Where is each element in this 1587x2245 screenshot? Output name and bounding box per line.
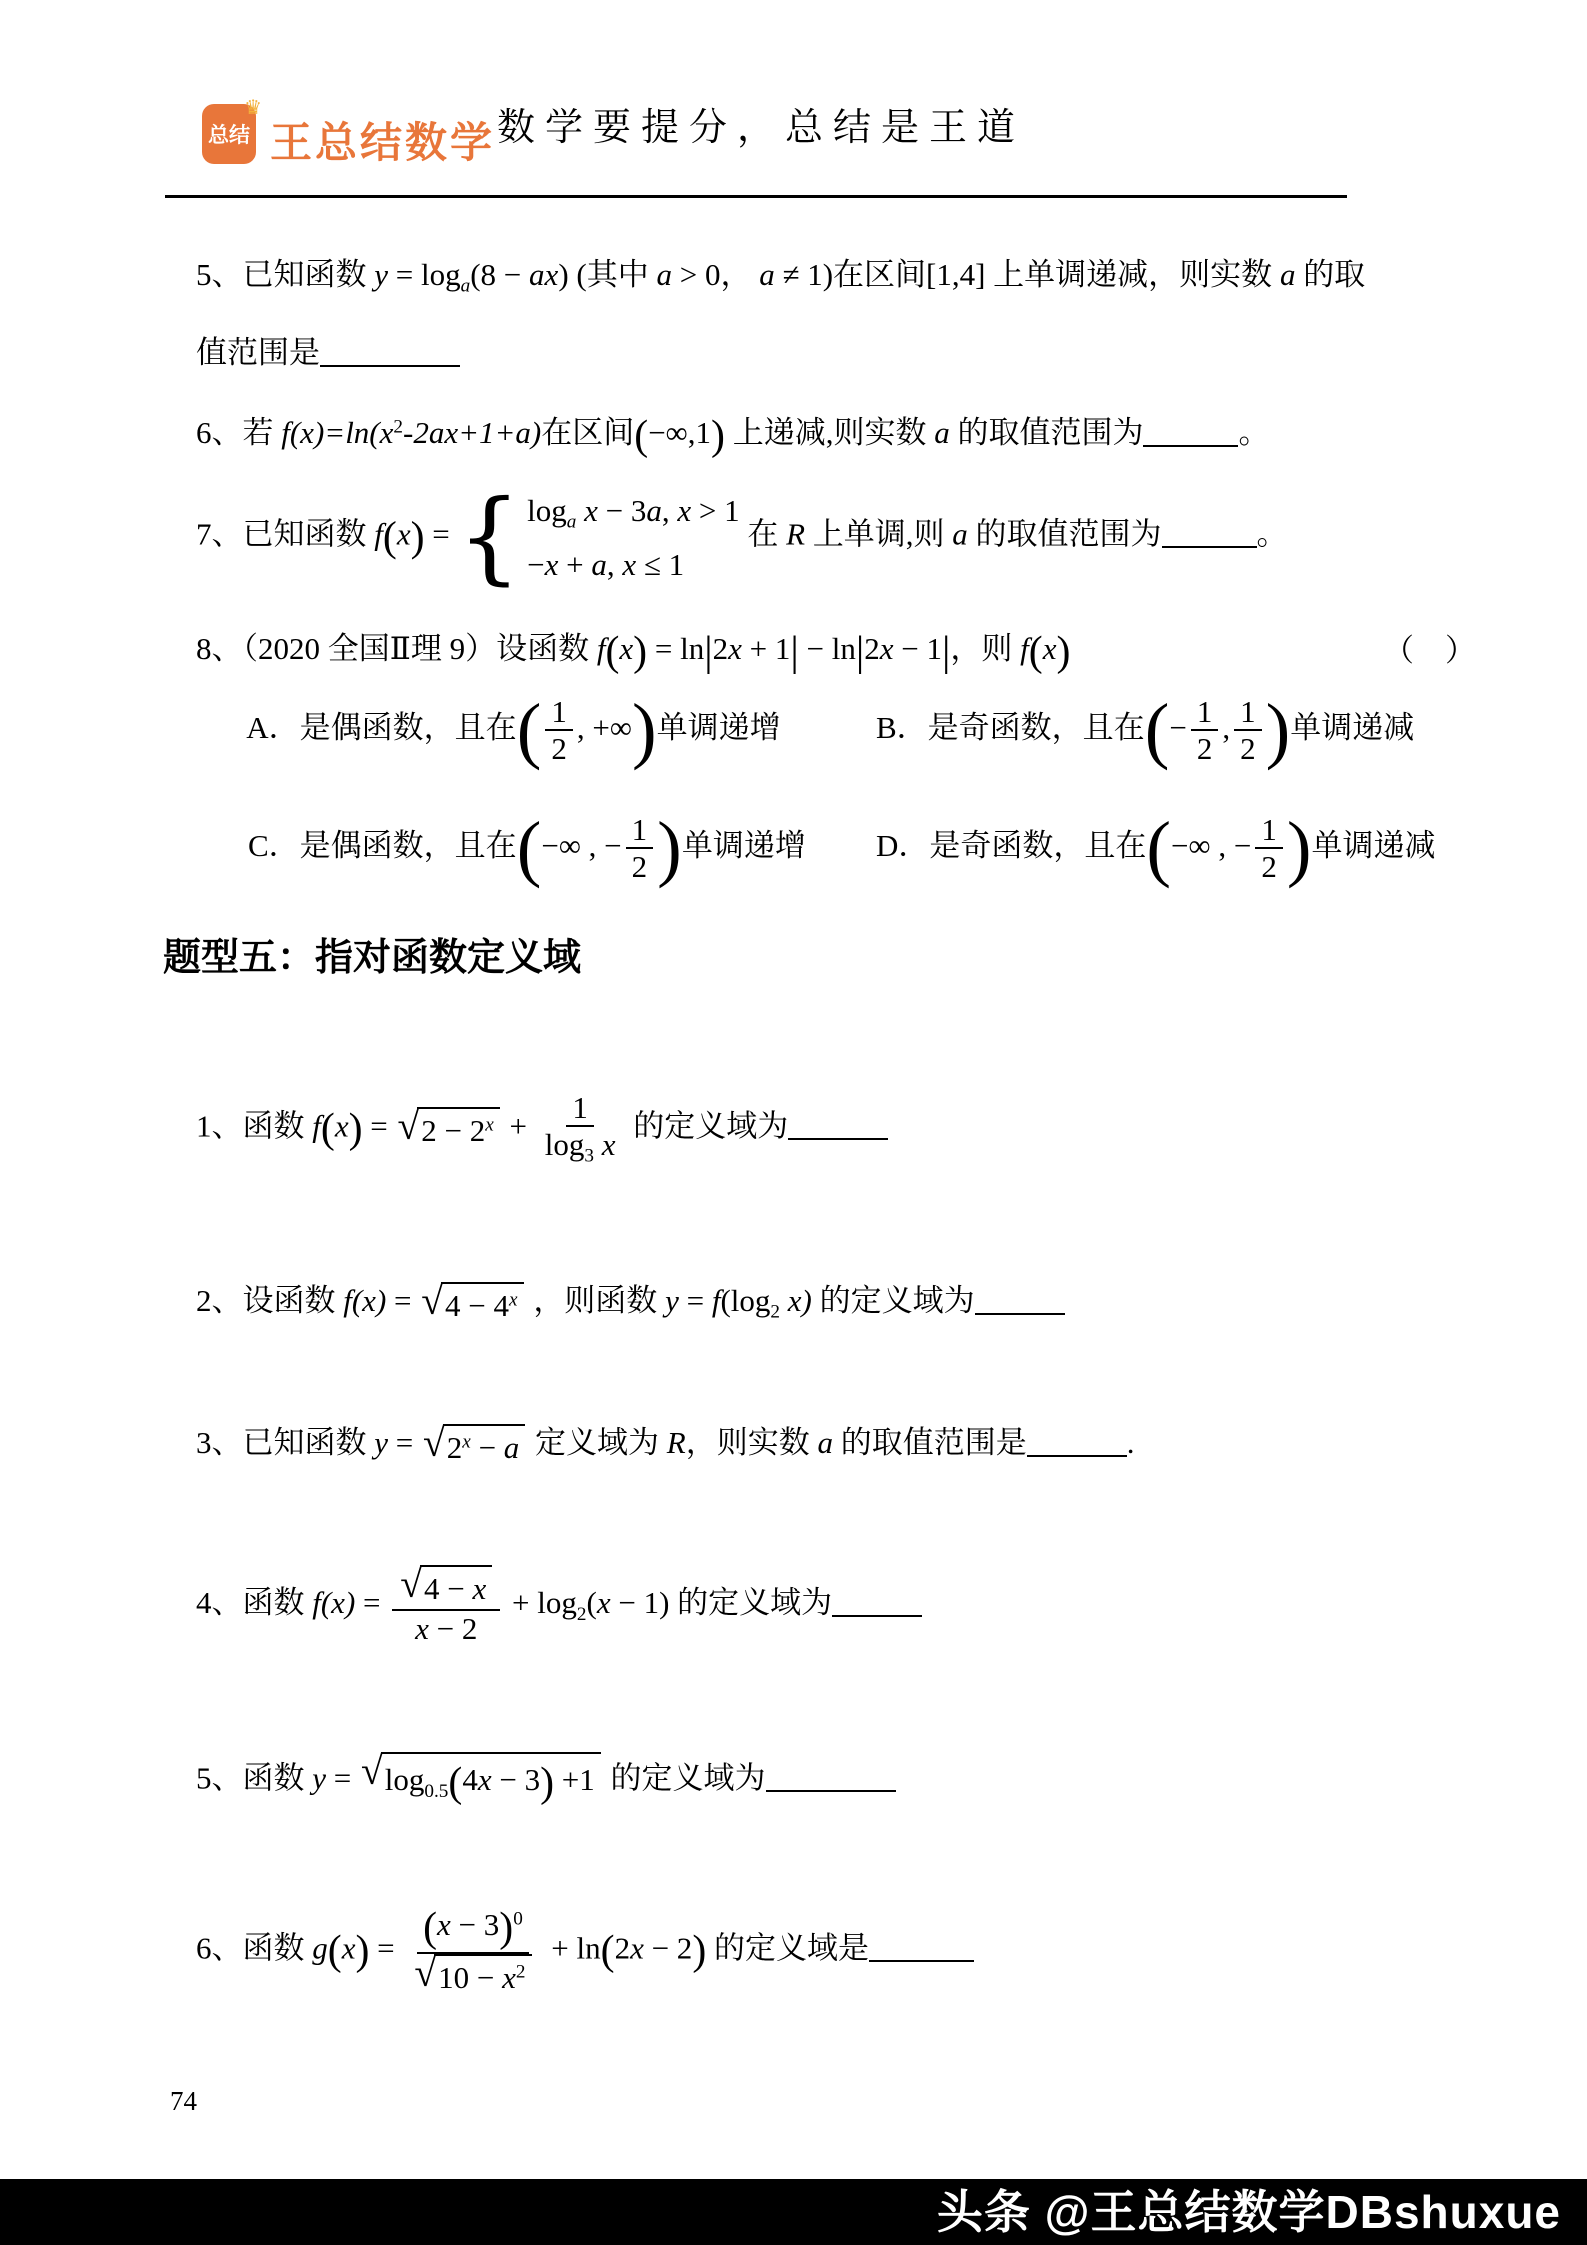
q7-r1a: log — [527, 492, 567, 528]
s1-b: f — [312, 1108, 321, 1144]
s6-dra: 10 − — [438, 1959, 503, 1995]
s2-f: = — [678, 1282, 712, 1318]
s6-exp-0: 0 — [513, 1908, 523, 1930]
s1-lparen: ( — [320, 1106, 335, 1153]
s3-sqrt-radical — [423, 1420, 525, 1468]
q8-bar-3: | — [855, 628, 865, 675]
s1-log-base: 3 — [584, 1146, 595, 1168]
q7-r1e: a — [646, 492, 662, 528]
q7-r2g: ≤ 1 — [636, 546, 685, 582]
q7-a: 7、已知函数 — [196, 516, 375, 552]
s2-e: y — [665, 1282, 679, 1318]
s6-numerator — [417, 1904, 529, 1954]
q7-r2e: , — [606, 546, 623, 582]
s2-k: 的定义域为 — [811, 1282, 975, 1318]
s6-answer-blank — [869, 1929, 974, 1962]
q7-h: R — [786, 516, 806, 552]
s2-a: 2、设函数 — [196, 1282, 344, 1318]
q7-case-2 — [527, 546, 739, 583]
s2-j: x) — [779, 1282, 812, 1318]
q8-d: x — [619, 631, 634, 666]
q8-l: − ln — [798, 631, 856, 666]
s5-c: = — [326, 1760, 359, 1796]
s1-da: log — [544, 1127, 585, 1163]
optD-fraction — [1255, 812, 1283, 885]
option-c — [217, 770, 806, 927]
q8-lparen: ( — [605, 628, 620, 675]
s5-a: 5、函数 — [196, 1760, 313, 1796]
s1-d: x — [334, 1108, 349, 1144]
s6-nb: x — [437, 1907, 451, 1942]
s6-ln-lparen: ( — [600, 1928, 615, 1974]
watermark-text: 头条 @王总结数学DBshuxue — [936, 2186, 1561, 2238]
s3-g: a — [817, 1424, 833, 1460]
s6-sqrt-radical — [414, 1950, 531, 1998]
q7-r1g: x — [677, 492, 692, 528]
s3-i: . — [1126, 1424, 1135, 1460]
s4-sqrt-radical — [400, 1561, 492, 1609]
s6-j: x — [630, 1930, 644, 1966]
q7-rparen: ) — [410, 514, 425, 561]
q5-i: > 0， — [671, 256, 760, 292]
optB-lparen: ( — [1144, 689, 1170, 772]
q8-r: ，则 — [950, 631, 1021, 666]
optA-a: A．是偶函数，且在 — [246, 709, 517, 745]
q7-d: x — [396, 516, 411, 552]
q7-r2c: + — [558, 546, 592, 582]
q7-g: 在 — [739, 516, 787, 552]
q8-i: x — [728, 631, 742, 666]
q6-answer-blank — [1143, 414, 1238, 447]
s5-d: 的定义域为 — [602, 1760, 766, 1796]
s4-h: − 1) 的定义域为 — [610, 1584, 833, 1620]
s4-deb: − 2 — [428, 1611, 478, 1647]
s3-answer-blank — [1027, 1424, 1127, 1457]
q7-f: = — [424, 516, 458, 552]
s5-rh: +1 — [554, 1762, 595, 1797]
s6-exp-2: 2 — [515, 1961, 526, 1983]
s5-ra: log — [384, 1762, 425, 1797]
s1-exp-x: x — [485, 1114, 494, 1136]
q6-e: 在区间 — [541, 415, 635, 450]
s6-nu-lparen: ( — [423, 1904, 438, 1951]
page-number: 74 — [170, 2086, 197, 2116]
s6-rparen: ) — [355, 1928, 370, 1974]
optB-comma: , — [1222, 709, 1231, 745]
optD-a: D．是奇函数，且在 — [876, 827, 1147, 863]
q6-a: 6、若 — [196, 415, 282, 450]
s5-rparen: ) — [540, 1759, 555, 1806]
domain-problem-2 — [165, 1238, 1065, 1368]
s1-fraction — [539, 1090, 622, 1168]
optB-c: 单调递减 — [1290, 709, 1415, 745]
q7-r1-log-base: a — [566, 511, 577, 533]
s1-answer-blank — [788, 1107, 888, 1140]
radical-sign: √ — [400, 1561, 423, 1606]
domain-problem-6 — [165, 1862, 974, 2040]
radical-sign: √ — [423, 1420, 445, 1465]
q5-l2-a: 值范围是 — [196, 334, 320, 370]
optA-rparen: ) — [631, 689, 657, 772]
brand-title: 王总结数学 — [270, 119, 496, 166]
s6-lparen: ( — [327, 1928, 342, 1974]
domain-problem-4 — [165, 1523, 922, 1689]
s6-drb: x — [502, 1959, 516, 1995]
q8-bar-2: | — [790, 628, 799, 675]
q6-rparen: ) — [711, 412, 725, 459]
q5-g: ) (其中 — [558, 256, 657, 292]
s4-numerator — [392, 1561, 500, 1611]
optD-de: 2 — [1261, 849, 1277, 885]
s3-a: 3、已知函数 — [196, 1424, 375, 1460]
q6-i: 上递减,则实数 — [724, 415, 935, 450]
q5-log-base: a — [460, 275, 471, 297]
q8-bar-1: | — [704, 628, 713, 675]
s2-g: f — [711, 1282, 721, 1318]
s2-sqrt-radical — [421, 1278, 523, 1326]
s3-f: ，则实数 — [685, 1424, 818, 1460]
q7-r1c: x — [576, 492, 598, 528]
q6-d: -2ax+1+a) — [403, 415, 542, 450]
optD-lparen: ( — [1146, 807, 1172, 890]
q8-a: 8、（2020 全国Ⅱ理 9）设函数 — [196, 631, 597, 666]
s1-rparen: ) — [348, 1106, 363, 1153]
s4-log-base: 2 — [576, 1603, 587, 1625]
q8-f: = ln — [647, 631, 705, 666]
section-title: 题型五：指对函数定义域 — [163, 937, 582, 979]
s4-nra: 4 − — [424, 1570, 473, 1606]
optB-nu1: 1 — [1191, 694, 1219, 732]
s6-radicand — [434, 1954, 531, 1998]
q7-r2f: x — [622, 546, 637, 582]
q8-s: f — [1020, 631, 1029, 666]
q7-r2a: − — [527, 546, 545, 582]
q5-j: a — [759, 256, 775, 292]
s1-radicand — [417, 1107, 500, 1151]
q7-lparen: ( — [382, 514, 397, 561]
optA-de: 2 — [551, 731, 567, 767]
s4-radicand — [420, 1565, 492, 1609]
q7-brace: { — [457, 478, 522, 596]
q7-r2d: a — [591, 546, 607, 582]
s2-h: (log — [720, 1282, 771, 1318]
s2-radicand — [441, 1282, 524, 1326]
s3-exp-x: x — [462, 1431, 471, 1453]
s5-re: x — [477, 1762, 492, 1797]
q7-l: 。 — [1256, 516, 1288, 552]
s1-dc: x — [594, 1127, 616, 1163]
s5-rf: − 3 — [491, 1762, 541, 1797]
optA-b: , +∞ — [576, 709, 632, 745]
radical-sign: √ — [421, 1278, 444, 1323]
s4-g: x — [596, 1584, 611, 1620]
q5-c: = log — [388, 256, 461, 292]
s3-rc: a — [503, 1429, 520, 1465]
s1-a: 1、函数 — [196, 1108, 313, 1144]
q8-n: 2 — [864, 631, 880, 666]
s4-dea: x — [415, 1611, 429, 1647]
footer-bar — [0, 2179, 1587, 2245]
s1-den — [539, 1127, 622, 1168]
s6-a: 6、函数 — [196, 1930, 313, 1966]
q8-rparen-2: ) — [1056, 628, 1071, 675]
domain-problem-5 — [165, 1710, 896, 1852]
q7-answer-blank — [1162, 515, 1257, 548]
optD-rparen: ) — [1286, 807, 1312, 890]
s1-h: 的定义域为 — [625, 1108, 789, 1144]
optB-de2: 2 — [1240, 731, 1256, 767]
s5-log-base: 0.5 — [424, 1780, 449, 1802]
s1-ra: 2 − 2 — [421, 1112, 486, 1148]
s1-g: + — [501, 1108, 535, 1144]
s2-ra: 4 − 4 — [445, 1287, 510, 1323]
optD-c: 单调递减 — [1311, 827, 1436, 863]
q7-r1f: , — [661, 492, 678, 528]
optD-nu: 1 — [1255, 812, 1283, 850]
logo-icon — [202, 97, 262, 164]
q5-f: ax — [529, 256, 559, 292]
logo-badge-text: 总结 — [208, 124, 250, 147]
optA-nu: 1 — [545, 694, 573, 732]
q7-i: 上单调,则 — [805, 516, 953, 552]
q5-b: y — [374, 256, 389, 292]
q8-answer-paren: （ ） — [1383, 632, 1476, 668]
s3-d: 定义域为 — [527, 1424, 667, 1460]
optD-pre: −∞ , − — [1171, 827, 1252, 863]
q7-cases-rows — [527, 492, 739, 583]
q5-answer-blank — [320, 334, 460, 367]
optC-nu: 1 — [626, 812, 654, 850]
domain-problem-1 — [165, 1048, 888, 1210]
q6-k: 的取值范围为 — [949, 415, 1144, 450]
q5-m: 的取 — [1295, 256, 1366, 292]
s2-log-base: 2 — [770, 1301, 780, 1323]
radical-sign: √ — [361, 1748, 383, 1793]
optC-rparen: ) — [657, 807, 682, 890]
domain-problem-3 — [165, 1380, 1134, 1510]
optB-rparen: ) — [1265, 689, 1291, 772]
optC-lparen: ( — [516, 807, 542, 890]
q8-lparen-2: ( — [1028, 628, 1043, 675]
optC-de: 2 — [631, 849, 648, 885]
q6-interval: −∞,1 — [648, 415, 712, 450]
s6-fraction — [406, 1904, 539, 1998]
q8-bar-4: | — [941, 628, 951, 675]
q7-case-1 — [527, 492, 739, 534]
q7-r1d: − 3 — [597, 492, 647, 528]
s4-f: ( — [586, 1584, 597, 1620]
optB-de1: 2 — [1196, 731, 1213, 767]
q8-h: 2 — [712, 631, 729, 666]
s6-d: x — [341, 1930, 356, 1966]
s3-c: = — [388, 1424, 421, 1460]
s3-rb: − — [470, 1429, 504, 1465]
optA-fraction — [545, 694, 573, 767]
s2-d: ，则函数 — [525, 1282, 666, 1318]
optA-c: 单调递增 — [656, 709, 781, 745]
s4-b: f(x) — [312, 1584, 356, 1620]
optA-lparen: ( — [516, 689, 542, 772]
optB-nu2: 1 — [1234, 694, 1262, 732]
s2-exp-x: x — [509, 1289, 518, 1311]
q8-rparen: ) — [633, 628, 648, 675]
s1-f: = — [362, 1108, 396, 1144]
optC-a: C．是偶函数，且在 — [248, 827, 517, 863]
q5-l: a — [1279, 256, 1296, 292]
s6-i: 2 — [614, 1930, 631, 1966]
s5-lparen: ( — [448, 1759, 463, 1806]
header-divider — [165, 195, 1347, 198]
q7-k: 的取值范围为 — [967, 516, 1162, 552]
q7-r2b: x — [544, 546, 559, 582]
q7-piecewise — [457, 478, 740, 596]
s6-m: 的定义域是 — [706, 1930, 869, 1966]
q6-lparen: ( — [634, 412, 649, 459]
s5-b: y — [312, 1760, 327, 1796]
s3-e: R — [666, 1424, 686, 1460]
s6-f: = — [369, 1930, 403, 1966]
optC-pre: −∞ , − — [541, 827, 622, 863]
q6-l: 。 — [1238, 415, 1270, 450]
q6-b: f(x)=ln(x — [281, 415, 394, 450]
radical-sign: √ — [397, 1103, 420, 1148]
s3-ra: 2 — [446, 1429, 463, 1465]
s6-nc: − 3 — [450, 1907, 500, 1942]
s6-nu-rparen: ) — [499, 1904, 514, 1951]
s4-d: + log — [504, 1584, 577, 1620]
s5-sqrt-radical — [361, 1748, 601, 1810]
radical-sign: √ — [414, 1950, 437, 1995]
s5-radicand — [381, 1752, 601, 1810]
optB-fraction-2 — [1234, 694, 1262, 767]
s4-a: 4、函数 — [196, 1584, 313, 1620]
q8-o: x — [879, 631, 894, 666]
s5-rd: 4 — [462, 1762, 478, 1797]
optB-minus: − — [1169, 709, 1187, 745]
q8-u: x — [1042, 631, 1057, 666]
q7-b: f — [374, 516, 383, 552]
q5-h: a — [656, 256, 672, 292]
optB-a: B．是奇函数，且在 — [876, 709, 1145, 745]
s6-denominator — [406, 1950, 539, 1998]
s2-answer-blank — [975, 1282, 1065, 1315]
q8-j: + 1 — [741, 631, 791, 666]
s2-c: = — [386, 1282, 420, 1318]
optB-fraction-1 — [1191, 694, 1219, 767]
s3-radicand — [443, 1424, 526, 1468]
s4-c: = — [355, 1584, 389, 1620]
optC-fraction — [626, 812, 654, 885]
s1-sqrt-radical — [397, 1103, 500, 1151]
s6-ln-rparen: ) — [692, 1928, 707, 1974]
optC-c: 单调递增 — [681, 827, 806, 863]
s6-g: + ln — [543, 1930, 601, 1966]
s3-h: 的取值范围是 — [832, 1424, 1027, 1460]
s1-nu: 1 — [566, 1090, 594, 1128]
q5-k: ≠ 1)在区间[1,4] 上单调递减，则实数 — [774, 256, 1280, 292]
q7-j: a — [952, 516, 968, 552]
q7-r1h: > 1 — [691, 492, 740, 528]
q6-sup-2: 2 — [393, 416, 403, 438]
option-d — [845, 770, 1436, 927]
s3-b: y — [374, 1424, 389, 1460]
crown-icon: ♛ — [244, 97, 262, 119]
q5-a: 5、已知函数 — [196, 256, 375, 292]
s6-k: − 2 — [643, 1930, 693, 1966]
q6-j: a — [934, 415, 950, 450]
s4-answer-blank — [832, 1584, 922, 1617]
s6-b: g — [312, 1930, 328, 1966]
s4-nrb: x — [472, 1570, 487, 1606]
q8-b: f — [596, 631, 606, 666]
q5-e: (8 − — [470, 256, 530, 292]
s4-denominator — [409, 1611, 483, 1647]
q8-p: − 1 — [893, 631, 942, 666]
s5-answer-blank — [766, 1759, 896, 1792]
s2-b: f(x) — [343, 1282, 387, 1318]
slogan-text: 数学要提分，总结是王道 — [497, 105, 1026, 149]
s4-fraction — [392, 1561, 500, 1647]
